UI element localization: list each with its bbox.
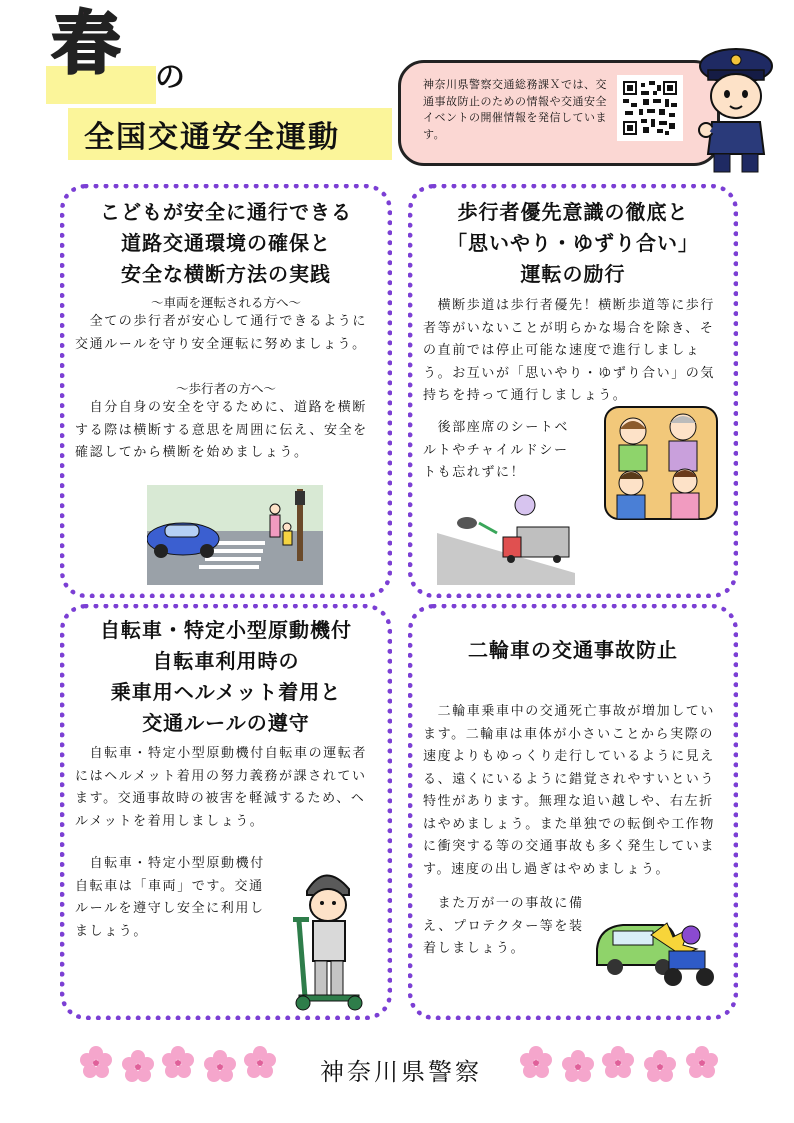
motorcycle-crash-illustration [593,905,717,991]
cherry-blossom-icon [686,1046,718,1078]
qr-code-icon[interactable] [617,75,683,141]
text-drivers: 全ての歩行者が安心して通行できるように交通ルールを守り安全運転に努めましょう。 [75,314,368,352]
x-info-box [398,60,720,166]
subheading-drivers: ～車両を運転される方へ～ [150,295,301,310]
traffic-scene-illustration [437,493,575,585]
title-particle: の [155,60,185,95]
cherry-blossom-icon [122,1050,154,1082]
cherry-blossom-icon [520,1046,552,1078]
subheading-pedestrians: ～歩行者の方へ～ [175,381,276,396]
cherry-blossom-icon [204,1050,236,1082]
panel-helmet [60,604,392,1020]
panel-title: 歩行者優先意識の徹底と 「思いやり・ゆずり合い」 運転の励行 [447,200,699,286]
panel-child-safety [60,184,392,598]
cherry-blossom-icon [80,1046,112,1078]
x-info-text: 神奈川県警察交通総務課Ｘでは、交通事故防止のための情報や交通安全イベントの開催情報を発信しています。 [423,78,607,141]
panel-title: こどもが安全に通行できる 道路交通環境の確保と 安全な横断方法の実践 [100,200,352,286]
cherry-blossom-icon [562,1050,594,1082]
text-helmet: 自転車・特定小型原動機付自転車の運転者にはヘルメット着用の努力義務が課されています。交通事故時の被害を軽減するため、ヘルメットを着用しましょう。 [75,746,368,829]
text-motorcycle: 二輪車乗車中の交通死亡事故が増加しています。二輪車は車体が小さいことから実際の速度よりもゆっくり走行しているように見える、遠くにいるように錯覚されやすいという特性があります。無理な追い越しや、右左折はやめましょう。また単独での転倒や工作物に衝突する等の交通事故も多く発生しています。速度の出し過ぎはやめましょう。 [423,704,716,877]
car-seat-illustration [599,401,723,525]
text-vehicle: 自転車・特定小型原動機付自転車は「車両」です。交通ルールを遵守し安全に利用しましょう。 [75,856,265,939]
police-officer-icon [690,36,780,176]
text-pedestrians: 自分自身の安全を守るために、道路を横断する際は横断する意思を周囲に伝え、安全を確認してから横断を始めましょう。 [75,400,368,460]
panel-pedestrian-priority [408,184,738,598]
cherry-blossom-icon [162,1046,194,1078]
text-protector: また万が一の事故に備え、プロテクター等を装着しましょう。 [423,896,584,956]
cherry-blossom-icon [602,1046,634,1078]
scooter-rider-illustration [285,861,375,1011]
panel-motorcycle [408,604,738,1020]
panel-title: 自転車・特定小型原動機付 自転車利用時の 乗車用ヘルメット着用と 交通ルールの遵守 [100,618,352,735]
cherry-blossom-icon [244,1046,276,1078]
text-seatbelt: 後部座席のシートベルトやチャイルドシートも忘れずに！ [423,420,570,480]
panel-title: 二輪車の交通事故防止 [468,638,678,662]
organization-name: 神奈川県警察 [320,1058,482,1086]
page-title: 全国交通安全運動 [84,120,340,155]
season-title: 春 [52,4,121,84]
cherry-blossom-icon [644,1050,676,1082]
crosswalk-illustration [147,485,323,585]
text-pedestrian-priority: 横断歩道は歩行者優先！横断歩道等に歩行者等がいないことが明らかな場合を除き、その直前では停止可能な速度で進行しましょう。お互いが「思いやり・ゆずり合い」の気持ちを持って通行しましょう。 [423,298,716,403]
